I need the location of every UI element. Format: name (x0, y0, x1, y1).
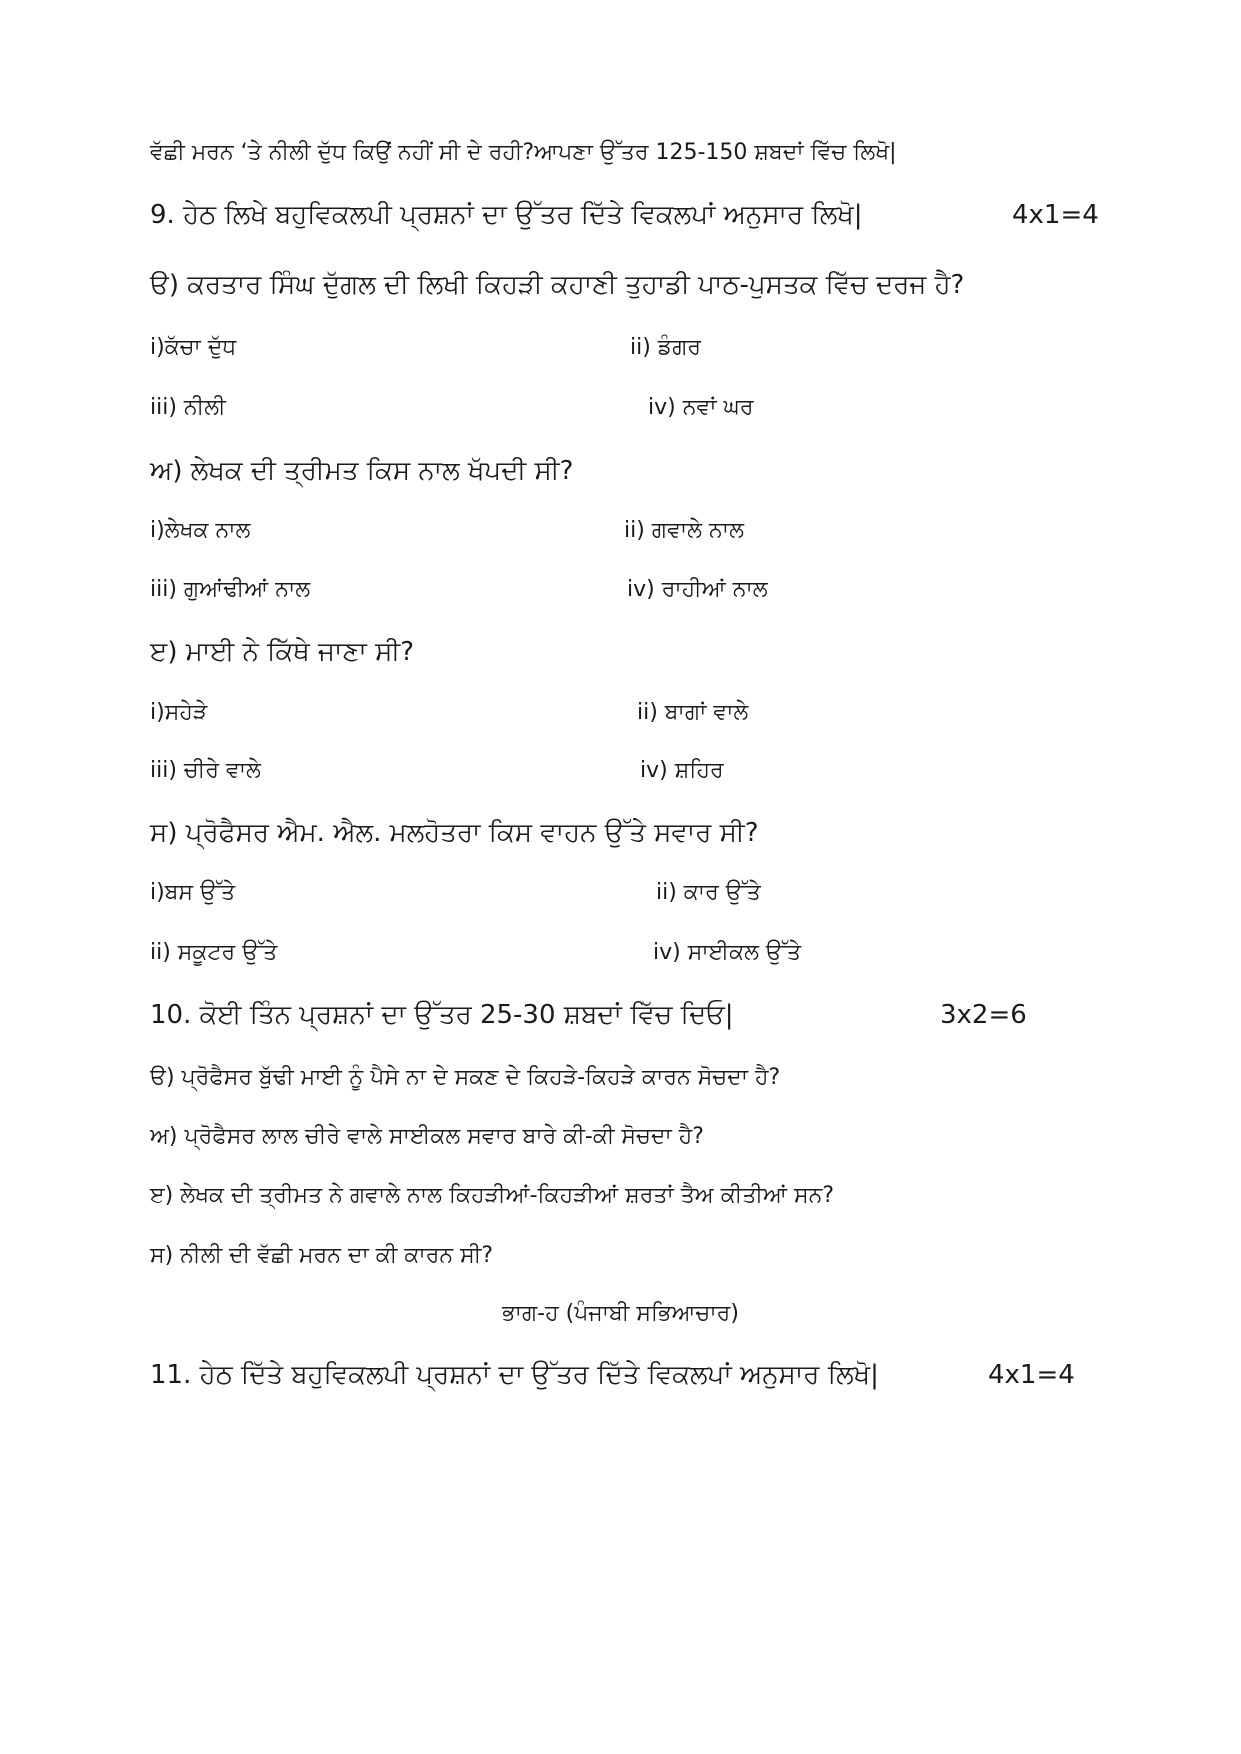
q11-instruction: 11. ਹੇਠ ਦਿੱਤੇ ਬਹੁਵਿਕਲਪੀ ਪ੍ਰਸ਼ਨਾਂ ਦਾ ਉੱਤਰ ਦਿੱਤੇ ਵਿਕਲਪਾਂ ਅਨੁਸਾਰ ਲਿਖੋ| (150, 1360, 879, 1390)
q9-question-a: ੳ) ਕਰਤਾਰ ਸਿੰਘ ਦੁੱਗਲ ਦੀ ਲਿਖੀ ਕਿਹੜੀ ਕਹਾਣੀ ਤੁਹਾਡੀ ਪਾਠ-ਪੁਸਤਕ ਵਿੱਚ ਦਰਜ ਹੈ? (150, 270, 965, 300)
q9-d-option-2: ii) ਕਾਰ ਉੱਤੇ (656, 880, 761, 905)
q9-a-option-3: iii) ਨੀਲੀ (150, 395, 226, 420)
q9-marks: 4x1=4 (1012, 200, 1099, 230)
intro-text: ਵੱਛੀ ਮਰਨ ‘ਤੇ ਨੀਲੀ ਦੁੱਧ ਕਿਉਂ ਨਹੀਂ ਸੀ ਦੇ ਰਹੀ?ਆਪਣਾ ਉੱਤਰ 125-150 ਸ਼ਬਦਾਂ ਵਿੱਚ ਲਿਖੋ| (150, 140, 897, 165)
q9-b-option-2: ii) ਗਵਾਲੇ ਨਾਲ (624, 518, 744, 543)
section-heading: ਭਾਗ-ਹ (ਪੰਜਾਬੀ ਸਭਿਆਚਾਰ) (502, 1301, 739, 1326)
q10-question-d: ਸ) ਨੀਲੀ ਦੀ ਵੱਛੀ ਮਰਨ ਦਾ ਕੀ ਕਾਰਨ ਸੀ? (150, 1243, 494, 1268)
q10-question-c: ੲ) ਲੇਖਕ ਦੀ ਤ੍ਰੀਮਤ ਨੇ ਗਵਾਲੇ ਨਾਲ ਕਿਹੜੀਆਂ-ਕਿਹੜੀਆਂ ਸ਼ਰਤਾਂ ਤੈਅ ਕੀਤੀਆਂ ਸਨ? (150, 1183, 835, 1208)
q9-c-option-4: iv) ਸ਼ਹਿਰ (640, 758, 724, 783)
q9-c-option-2: ii) ਬਾਗਾਂ ਵਾਲੇ (637, 700, 749, 725)
q9-c-option-1: i)ਸਹੇੜੇ (150, 700, 208, 725)
q9-question-c: ੲ) ਮਾਈ ਨੇ ਕਿੱਥੇ ਜਾਣਾ ਸੀ? (150, 637, 415, 667)
q9-a-option-4: iv) ਨਵਾਂ ਘਰ (648, 395, 754, 420)
q9-d-option-3: ii) ਸਕੂਟਰ ਉੱਤੇ (150, 940, 278, 965)
q9-d-option-1: i)ਬਸ ਉੱਤੇ (150, 880, 236, 905)
q10-instruction: 10. ਕੋਈ ਤਿੰਨ ਪ੍ਰਸ਼ਨਾਂ ਦਾ ਉੱਤਰ 25-30 ਸ਼ਬਦਾਂ ਵਿੱਚ ਦਿਓ| (150, 1000, 734, 1030)
q9-a-option-1: i)ਕੱਚਾ ਦੁੱਧ (150, 335, 237, 360)
q9-b-option-1: i)ਲੇਖਕ ਨਾਲ (150, 518, 251, 543)
q11-marks: 4x1=4 (988, 1360, 1075, 1390)
q9-c-option-3: iii) ਚੀਰੇ ਵਾਲੇ (150, 758, 261, 783)
q10-question-b: ਅ) ਪ੍ਰੋਫੈਸਰ ਲਾਲ ਚੀਰੇ ਵਾਲੇ ਸਾਈਕਲ ਸਵਾਰ ਬਾਰੇ ਕੀ-ਕੀ ਸੋਚਦਾ ਹੈ? (150, 1124, 704, 1149)
q9-question-d: ਸ) ਪ੍ਰੋਫੈਸਰ ਐਮ. ਐਲ. ਮਲਹੋਤਰਾ ਕਿਸ ਵਾਹਨ ਉੱਤੇ ਸਵਾਰ ਸੀ? (150, 818, 759, 848)
q9-instruction: 9. ਹੇਠ ਲਿਖੇ ਬਹੁਵਿਕਲਪੀ ਪ੍ਰਸ਼ਨਾਂ ਦਾ ਉੱਤਰ ਦਿੱਤੇ ਵਿਕਲਪਾਂ ਅਨੁਸਾਰ ਲਿਖੋ| (150, 200, 863, 230)
q9-b-option-3: iii) ਗੁਆਂਢੀਆਂ ਨਾਲ (150, 577, 311, 602)
q9-question-b: ਅ) ਲੇਖਕ ਦੀ ਤ੍ਰੀਮਤ ਕਿਸ ਨਾਲ ਖੱਪਦੀ ਸੀ? (150, 456, 574, 486)
q9-b-option-4: iv) ਰਾਹੀਆਂ ਨਾਲ (627, 577, 768, 602)
q9-a-option-2: ii) ਡੰਗਰ (630, 335, 702, 360)
q10-question-a: ੳ) ਪ੍ਰੋਫੈਸਰ ਬੁੱਢੀ ਮਾਈ ਨੂੰ ਪੈਸੇ ਨਾ ਦੇ ਸਕਣ ਦੇ ਕਿਹੜੇ-ਕਿਹੜੇ ਕਾਰਨ ਸੋਚਦਾ ਹੈ? (150, 1065, 781, 1090)
q10-marks: 3x2=6 (940, 1000, 1027, 1030)
q9-d-option-4: iv) ਸਾਈਕਲ ਉੱਤੇ (653, 940, 801, 965)
